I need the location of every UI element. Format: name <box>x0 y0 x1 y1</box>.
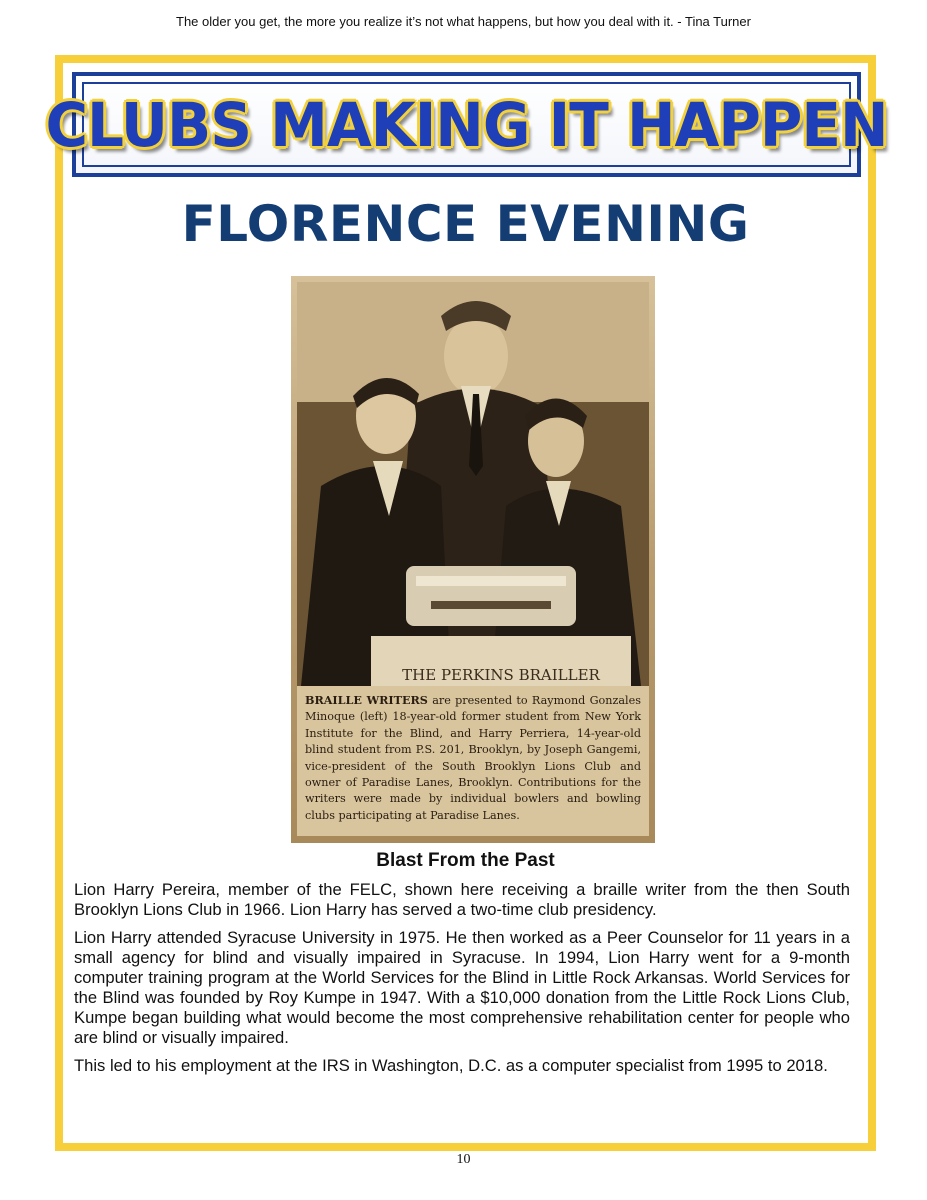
banner-title: CLUBS MAKING IT HAPPEN <box>45 88 888 161</box>
photo-sign-text: THE PERKINS BRAILLER <box>402 666 600 684</box>
club-title: FLORENCE EVENING <box>181 195 750 253</box>
caption-lead: BRAILLE WRITERS <box>305 693 428 707</box>
page-number: 10 <box>456 1152 471 1167</box>
banner-inner-border <box>45 82 888 167</box>
caption-body: are presented to Raymond Gonzales Minoque (left) 18-year-old former student from New York Institute for the Blind, and Harry Perriera, 14-year-old blind student from P.S. 201, Brooklyn, by Joseph Gangemi, vice-president of the South Brooklyn Lions Club and owner of Paradise Lanes, Brooklyn. Contributions for the writers were made by individual bowlers and bowling clubs participating at Paradise Lanes. <box>305 694 641 822</box>
photo-title: Blast From the Past <box>376 850 555 871</box>
page-quote: The older you get, the more you realize it’s not what happens, but how you deal with it. - Tina Turner <box>176 14 751 29</box>
paragraph: Lion Harry Pereira, member of the FELC, shown here receiving a braille writer from the then South Brooklyn Lions Club in 1966. Lion Harry has served a two-time club presidency. <box>74 880 850 919</box>
article-body <box>74 880 850 1084</box>
article-frame <box>45 55 888 1151</box>
photo-caption <box>297 686 649 836</box>
newspaper-photo <box>291 276 655 843</box>
section-banner <box>45 72 888 177</box>
paragraph: Lion Harry attended Syracuse University in 1975. He then worked as a Peer Counselor for 11 years in a small agency for blind and visually impaired in Syracuse. In 1994, Lion Harry went for a 9-month computer training program at the World Services for the Blind in Little Rock Arkansas. World Services for the Blind was founded by Roy Kumpe in 1947. With a $10,000 donation from the Little Rock Lions Club, Kumpe began building what would become the most comprehensive rehabilitation center for people who are blind or visually impaired. <box>74 928 850 1047</box>
paragraph: This led to his employment at the IRS in Washington, D.C. as a computer specialist from 1995 to 2018. <box>74 1056 828 1075</box>
